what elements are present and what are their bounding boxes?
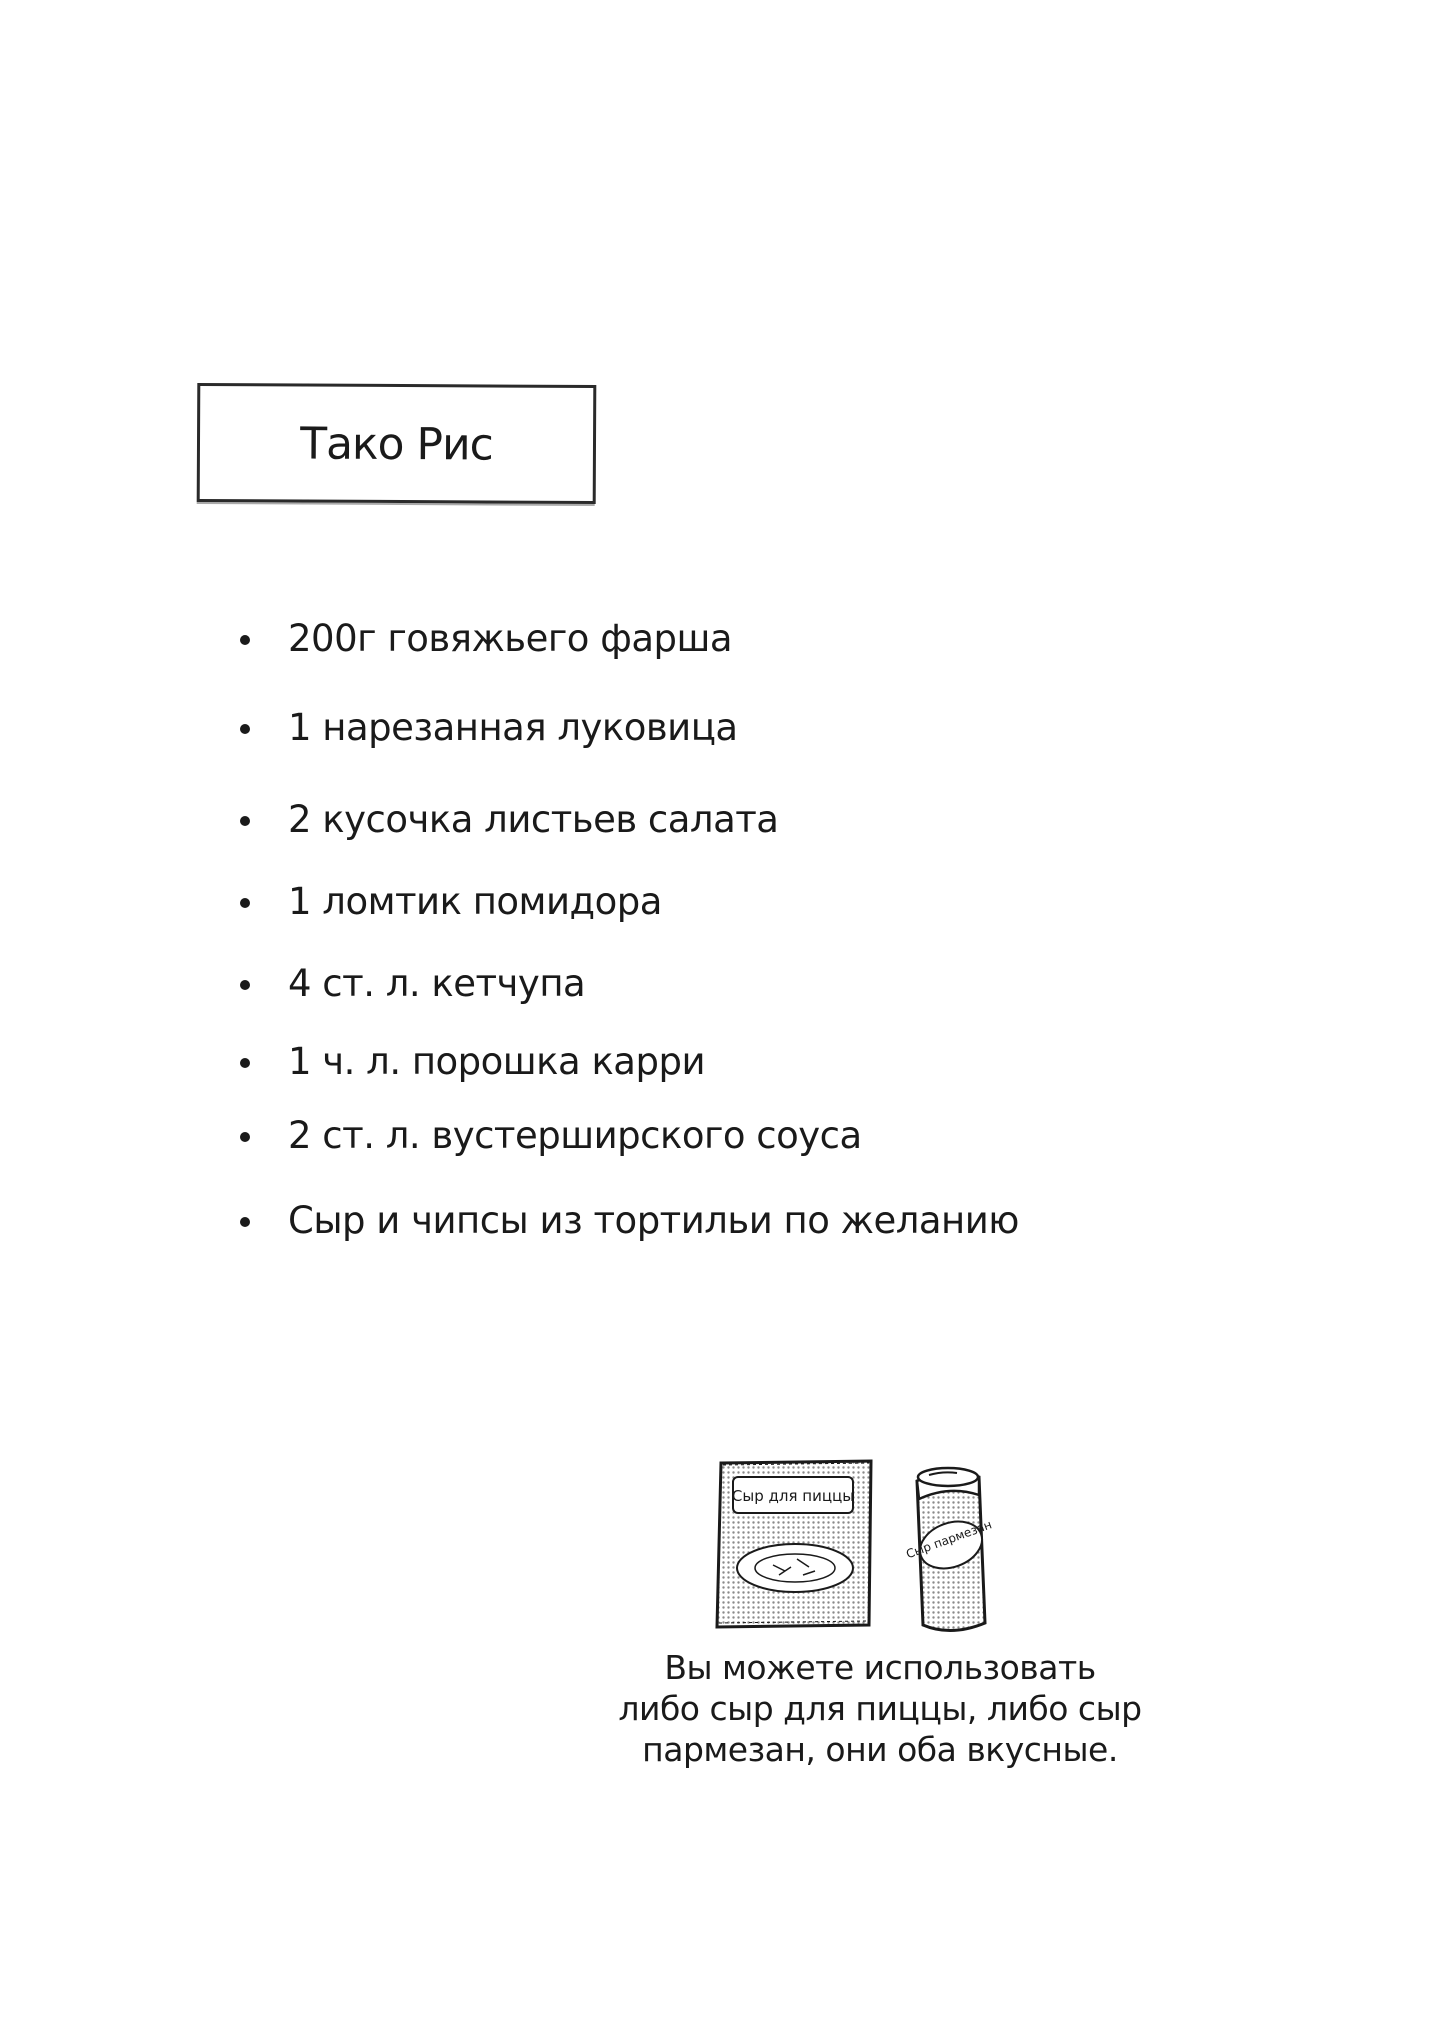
parmesan-shaker-icon <box>901 1468 1001 1631</box>
ingredient-item <box>236 1040 705 1083</box>
ingredient-text: 4 ст. л. кетчупа <box>288 962 586 1005</box>
cheese-note <box>600 1647 1160 1770</box>
bullet-icon <box>240 1058 250 1068</box>
ingredient-item <box>236 962 586 1005</box>
ingredient-text: Сыр и чипсы из тортильи по желанию <box>288 1199 1019 1242</box>
ingredient-text: 1 ч. л. порошка карри <box>288 1040 705 1083</box>
bullet-icon <box>240 980 250 990</box>
bullet-icon <box>240 1217 250 1227</box>
ingredient-item <box>236 1114 862 1157</box>
parmesan-label-text: Сыр пармезан <box>904 1517 994 1562</box>
bullet-icon <box>240 724 250 734</box>
ingredient-text: 2 кусочка листьев салата <box>288 798 779 841</box>
cheese-illustration <box>711 1455 1011 1635</box>
ingredient-item <box>236 706 738 749</box>
ingredient-text: 1 ломтик помидора <box>288 880 662 923</box>
pizza-cheese-label <box>732 1477 854 1513</box>
bullet-icon <box>240 898 250 908</box>
ingredient-item <box>236 617 733 660</box>
cheese-note-line: пармезан, они оба вкусные. <box>642 1730 1118 1769</box>
pizza-cheese-label-text: Сыр для пиццы <box>731 1487 855 1505</box>
recipe-title-box <box>197 383 597 504</box>
ingredient-item <box>236 880 662 923</box>
ingredient-text: 2 ст. л. вустерширского соуса <box>288 1114 862 1157</box>
bullet-icon <box>240 635 250 645</box>
bullet-icon <box>240 816 250 826</box>
pizza-cheese-bag-icon <box>717 1461 871 1627</box>
cheese-note-line: Вы можете использовать <box>664 1648 1096 1687</box>
recipe-title: Тако Рис <box>300 418 493 471</box>
cheese-note-line: либо сыр для пиццы, либо сыр <box>618 1689 1142 1728</box>
ingredient-item <box>236 798 779 841</box>
ingredient-text: 200г говяжьего фарша <box>288 617 733 660</box>
bullet-icon <box>240 1132 250 1142</box>
ingredient-item <box>236 1199 1019 1242</box>
ingredient-text: 1 нарезанная луковица <box>288 706 738 749</box>
